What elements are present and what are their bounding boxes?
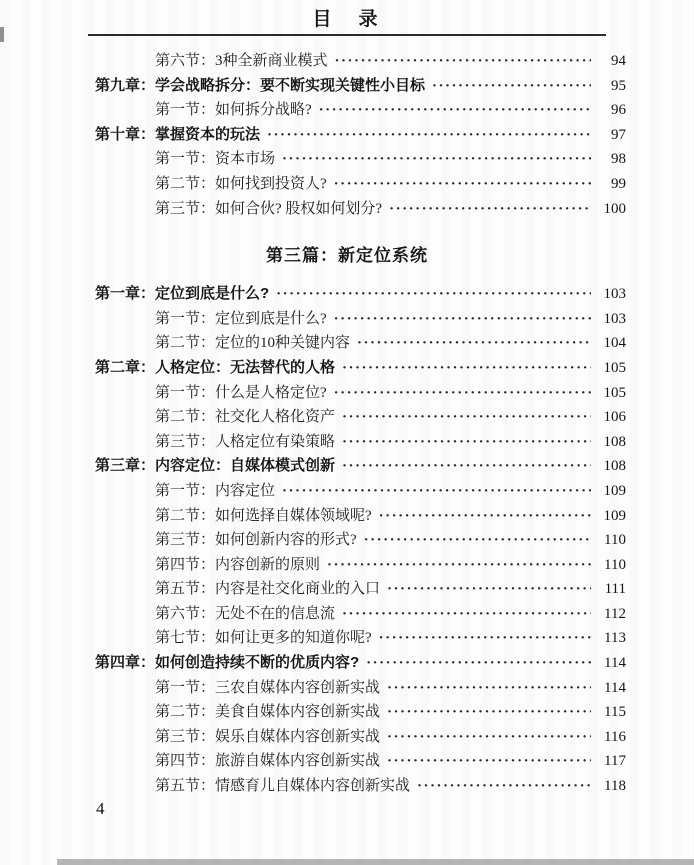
toc-entry	[95, 123, 694, 148]
toc-entry-page-number: 96	[611, 102, 626, 119]
toc-entry	[155, 725, 694, 750]
toc-entry-label: 第三章：内容定位：自媒体模式创新	[95, 457, 336, 475]
part-title: 第三篇：新定位系统	[266, 246, 428, 266]
toc-entry-page-number: 103	[603, 286, 626, 303]
toc-entry-label: 第一节：如何拆分战略?	[155, 102, 312, 119]
toc-entry-page-number: 104	[603, 335, 626, 352]
toc-entry-label: 第一节：三农自媒体内容创新实战	[155, 679, 381, 696]
toc-leader-dots	[387, 577, 591, 602]
toc-entry-page-number: 108	[603, 433, 626, 450]
toc-leader-dots	[334, 172, 591, 197]
toc-leader-dots	[319, 98, 591, 123]
toc-leader-dots	[342, 405, 591, 430]
toc-entry-page-number: 112	[604, 605, 626, 622]
toc-entry	[155, 602, 694, 627]
toc-entry-label: 第二节：如何选择自媒体领域呢?	[155, 507, 372, 524]
toc-entry-page-number: 114	[604, 679, 626, 696]
toc-leader-dots	[389, 197, 591, 222]
toc-entry	[155, 626, 694, 651]
toc-leader-dots	[387, 749, 591, 774]
toc-entry-label: 第一节：内容定位	[155, 482, 276, 499]
toc-leader-dots	[379, 626, 591, 651]
toc-entry	[155, 405, 694, 430]
toc-entry	[155, 479, 694, 504]
toc-entry	[155, 553, 694, 578]
toc-entry-page-number: 109	[603, 507, 626, 524]
toc-entry-page-number: 117	[604, 753, 626, 770]
toc-leader-dots	[282, 479, 591, 504]
toc-entry-page-number: 115	[604, 704, 626, 721]
toc-entry	[155, 331, 694, 356]
page-header	[0, 7, 694, 36]
toc-leader-dots	[342, 454, 591, 479]
page-title: 目 录	[312, 9, 382, 30]
header-rule	[88, 34, 606, 36]
toc-entry-label: 第四节：旅游自媒体内容创新实战	[155, 753, 381, 770]
toc-entry	[155, 49, 694, 74]
toc-entry-page-number: 111	[604, 581, 626, 598]
toc-entry-page-number: 116	[604, 728, 626, 745]
toc-entry-page-number: 97	[611, 126, 626, 143]
toc-entry	[155, 147, 694, 172]
toc-leader-dots	[417, 774, 591, 799]
toc-list-upper	[0, 49, 694, 221]
toc-entry-label: 第三节：人格定位有染策略	[155, 433, 336, 450]
toc-entry-page-number: 108	[603, 458, 626, 475]
toc-leader-dots	[342, 602, 591, 627]
toc-entry	[155, 307, 694, 332]
toc-entry	[95, 454, 694, 479]
toc-entry	[155, 577, 694, 602]
toc-entry-label: 第二节：美食自媒体内容创新实战	[155, 704, 381, 721]
toc-entry-page-number: 113	[604, 630, 626, 647]
toc-entry-label: 第九章：学会战略拆分：要不断实现关键性小目标	[95, 76, 426, 94]
toc-entry-page-number: 98	[611, 151, 626, 168]
toc-entry-page-number: 110	[604, 532, 626, 549]
toc-entry	[155, 430, 694, 455]
toc-entry-label: 第一节：什么是人格定位?	[155, 384, 327, 401]
toc-entry-page-number: 114	[604, 655, 626, 672]
scan-artifact-bottom-edge	[57, 859, 694, 865]
toc-entry-label: 第三节：如何合伙? 股权如何划分?	[155, 200, 383, 217]
toc-entry-page-number: 95	[611, 77, 626, 94]
toc-leader-dots	[432, 74, 591, 99]
toc-entry	[155, 197, 694, 222]
toc-leader-dots	[364, 528, 591, 553]
toc-entry	[95, 74, 694, 99]
toc-entry-label: 第三节：如何创新内容的形式?	[155, 532, 357, 549]
toc-entry	[155, 98, 694, 123]
toc-entry-label: 第七节：如何让更多的知道你呢?	[155, 630, 372, 647]
toc-entry-page-number: 99	[611, 175, 626, 192]
toc-entry-page-number: 94	[611, 53, 626, 69]
toc-leader-dots	[327, 553, 591, 578]
toc-entry-label: 第六节：3种全新商业模式	[155, 53, 328, 69]
toc-leader-dots	[379, 504, 591, 529]
toc-entry	[155, 172, 694, 197]
toc-leader-dots	[342, 430, 591, 455]
toc-leader-dots	[357, 331, 591, 356]
toc-entry-label: 第一节：定位到底是什么?	[155, 310, 327, 327]
toc-leader-dots	[334, 381, 591, 406]
toc-entry-page-number: 106	[603, 409, 626, 426]
toc-entry	[95, 282, 694, 307]
toc-leader-dots	[366, 651, 591, 676]
toc-entry-label: 第四章：如何创造持续不断的优质内容?	[95, 654, 360, 672]
toc-entry	[155, 774, 694, 799]
toc-entry-label: 第二章：人格定位：无法替代的人格	[95, 358, 336, 376]
toc-entry	[155, 749, 694, 774]
toc-leader-dots	[342, 356, 591, 381]
toc-entry-label: 第二节：如何找到投资人?	[155, 175, 327, 192]
toc-entry-page-number: 103	[603, 310, 626, 327]
toc-leader-dots	[334, 307, 591, 332]
toc-leader-dots	[276, 282, 591, 307]
toc-leader-dots	[282, 147, 591, 172]
toc-entry-label: 第二节：定位的10种关键内容	[155, 335, 351, 352]
toc-entry-label: 第一章：定位到底是什么?	[95, 285, 270, 303]
toc-entry	[155, 528, 694, 553]
toc-entry-page-number: 109	[603, 482, 626, 499]
scan-artifact-left-edge	[0, 27, 4, 42]
toc-entry	[155, 700, 694, 725]
toc-leader-dots	[267, 123, 591, 148]
toc-entry-label: 第三节：娱乐自媒体内容创新实战	[155, 728, 381, 745]
toc-entry-label: 第一节：资本市场	[155, 151, 276, 168]
toc-entry-page-number: 105	[603, 384, 626, 401]
toc-leader-dots	[387, 725, 591, 750]
toc-list-lower	[0, 282, 694, 798]
toc-entry	[155, 676, 694, 701]
toc-leader-dots	[387, 676, 591, 701]
toc-leader-dots	[387, 700, 591, 725]
toc-leader-dots	[335, 49, 591, 74]
toc-entry	[95, 356, 694, 381]
toc-entry-page-number: 100	[603, 200, 626, 217]
toc-entry-label: 第十章：掌握资本的玩法	[95, 125, 261, 143]
toc-entry-page-number: 110	[604, 556, 626, 573]
toc-entry-label: 第四节：内容创新的原则	[155, 556, 321, 573]
toc-entry-page-number: 118	[604, 778, 626, 795]
toc-entry	[95, 651, 694, 676]
page-number: 4	[96, 799, 105, 818]
toc-entry-label: 第二节：社交化人格化资产	[155, 409, 336, 426]
toc-entry-label: 第五节：内容是社交化商业的入口	[155, 581, 381, 598]
toc-entry-page-number: 105	[603, 359, 626, 376]
toc-entry-label: 第五节：情感育儿自媒体内容创新实战	[155, 778, 411, 795]
toc-entry	[155, 381, 694, 406]
toc-entry	[155, 504, 694, 529]
toc-entry-label: 第六节：无处不在的信息流	[155, 605, 336, 622]
